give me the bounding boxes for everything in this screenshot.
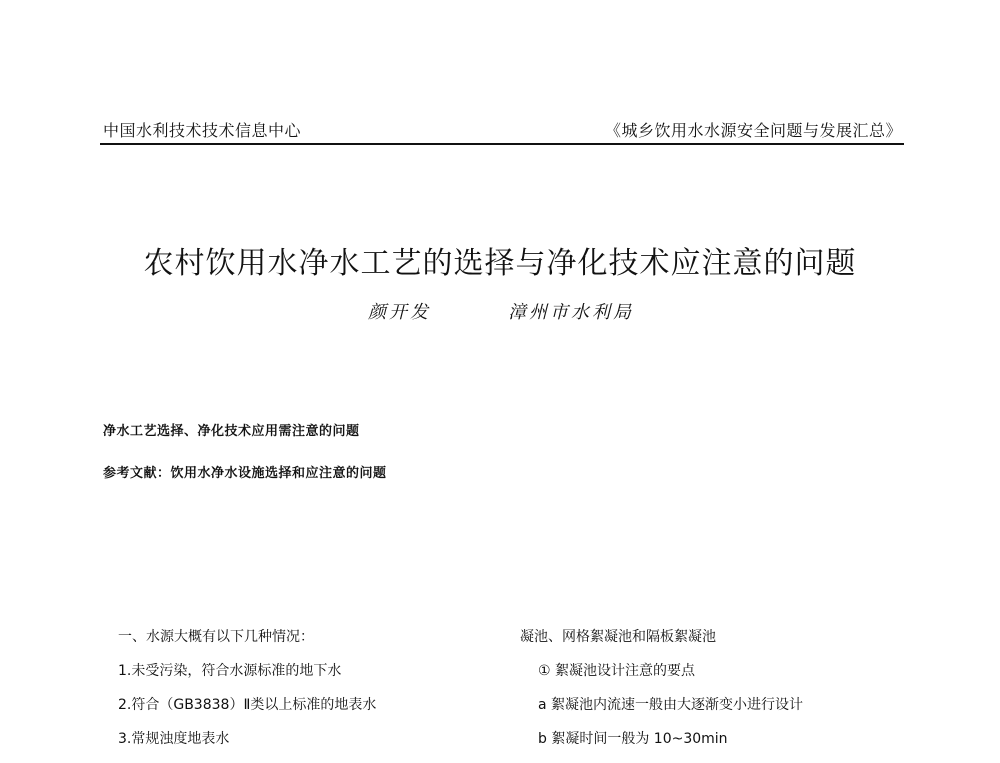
toc-item-2: 参考文献：饮用水净水设施选择和应注意的问题 [103,466,387,481]
article-title: 农村饮用水净水工艺的选择与净化技术应注意的问题 [143,246,857,281]
left-line-3: 2.符合（GB3838）Ⅱ类以上标准的地表水 [118,697,377,713]
toc-item-1: 净水工艺选择、净化技术应用需注意的问题 [103,424,360,439]
header-divider [100,143,904,145]
left-line-4: 3.常规浊度地表水 [118,731,230,747]
author-affiliation: 漳州市水利局 [508,302,634,323]
right-line-1: 凝池、网格絮凝池和隔板絮凝池 [520,629,716,645]
left-column [118,627,376,763]
right-line-4: b 絮凝时间一般为 10~30min [538,731,728,747]
right-column [520,627,803,763]
right-line-2: ① 絮凝池设计注意的要点 [538,663,696,679]
header-publisher: 中国水利技术技术信息中心 [103,121,302,140]
right-line-3: a 絮凝池内流速一般由大逐渐变小进行设计 [538,697,804,713]
header-collection-title: 《城乡饮用水水源安全问题与发展汇总》 [604,121,902,140]
author-name: 颜开发 [368,302,431,323]
left-line-1: 一、水源大概有以下几种情况： [118,629,314,645]
left-line-2: 1.未受污染，符合水源标准的地下水 [118,663,342,679]
